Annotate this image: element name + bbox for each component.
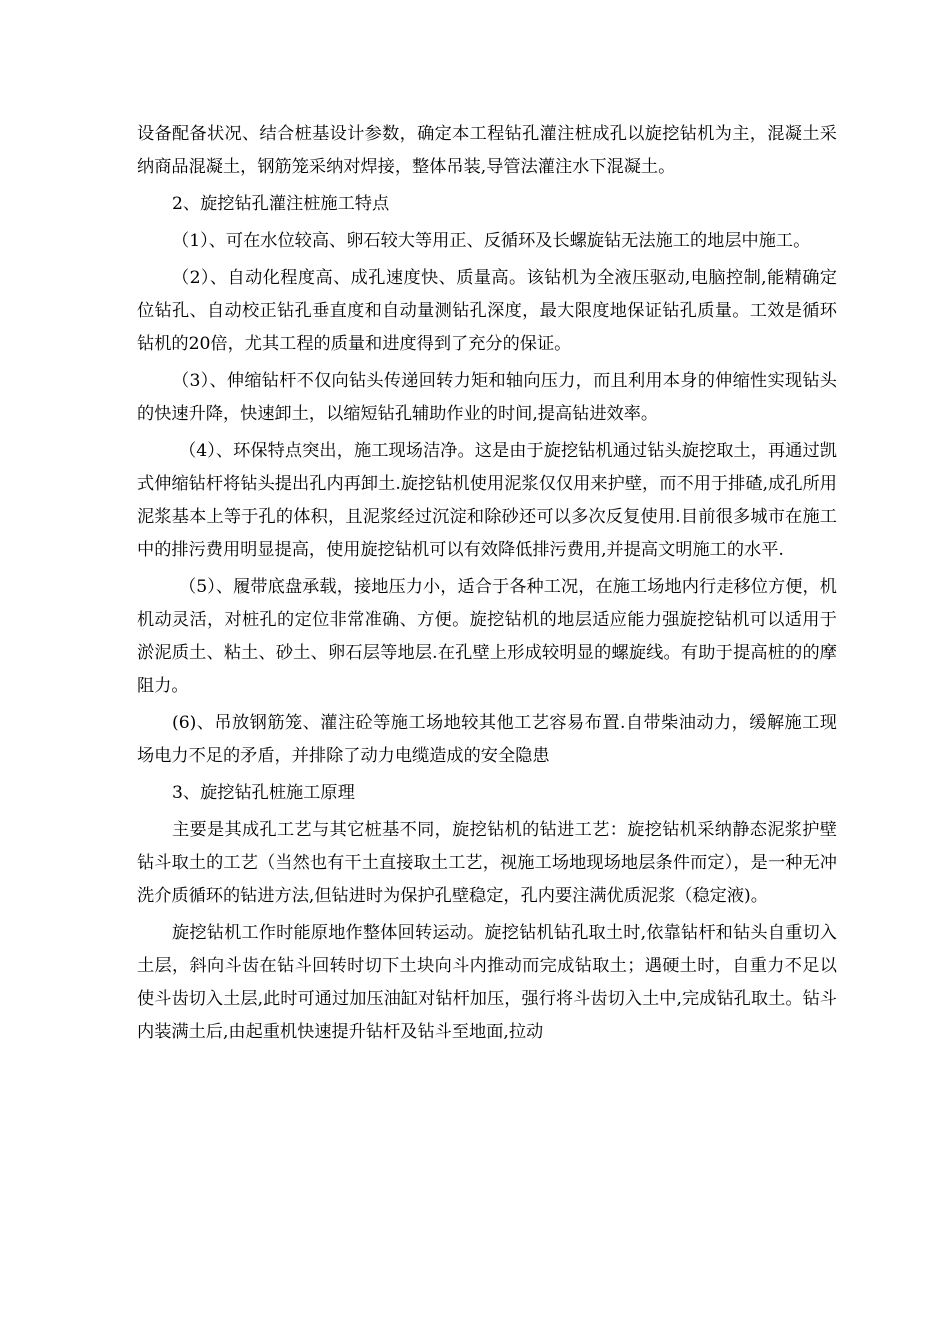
section-heading-principle: 3、旋挖钻孔桩施工原理 <box>172 783 355 803</box>
paragraph-equipment: 设备配备状况、结合桩基设计参数，确定本工程钻孔灌注桩成孔以旋挖钻机为主，混凝土采纳商品混凝土，钢筋笼采纳对焊接，整体吊装,导管法灌注水下混凝土。 <box>137 124 837 177</box>
paragraph-feature-2: （2）、自动化程度高、成孔速度快、质量高。该钻机为全液压驱动,电脑控制,能精确定位钻孔、自动校正钻孔垂直度和自动量测钻孔深度，最大限度地保证钻孔质量。工效是循环钻机的20倍，尤其工程的质量和进度得到了充分的保证。 <box>137 268 837 354</box>
document-page <box>137 118 837 1053</box>
paragraph-principle-1: 主要是其成孔工艺与其它桩基不同，旋挖钻机的钻进工艺：旋挖钻机采纳静态泥浆护壁钻斗取土的工艺（当然也有干土直接取土工艺，视施工场地现场地层条件而定），是一种无冲洗介质循环的钻进方法,但钻进时为保护孔壁稳定，孔内要注满优质泥浆（稳定液)。 <box>137 820 837 906</box>
paragraph-feature-4: （4）、环保特点突出，施工现场洁净。这是由于旋挖钻机通过钻头旋挖取土，再通过凯式伸缩钻杆将钻头提出孔内再卸土.旋挖钻机使用泥浆仅仅用来护壁，而不用于排碴,成孔所用泥浆基本上等于孔的体积，且泥浆经过沉淀和除砂还可以多次反复使用.目前很多城市在施工中的排污费用明显提高，使用旋挖钻机可以有效降低排污费用,并提高文明施工的水平. <box>137 441 837 560</box>
paragraph-feature-5: （5）、履带底盘承载，接地压力小，适合于各种工况，在施工场地内行走移位方便，机机动灵活，对桩孔的定位非常准确、方便。旋挖钻机的地层适应能力强旋挖钻机可以适用于淤泥质土、粘土、砂土、卵石层等地层.在孔壁上形成较明显的螺旋线。有助于提高桩的的摩阻力。 <box>137 577 837 696</box>
section-heading-features: 2、旋挖钻孔灌注桩施工特点 <box>172 194 390 214</box>
paragraph-feature-1: （1）、可在水位较高、卵石较大等用正、反循环及长螺旋钻无法施工的地层中施工。 <box>172 231 811 251</box>
paragraph-feature-3: （3）、伸缩钻杆不仅向钻头传递回转力矩和轴向压力，而且利用本身的伸缩性实现钻头的快速升降，快速卸土，以缩短钻孔辅助作业的时间,提高钻进效率。 <box>137 371 837 424</box>
paragraph-feature-6: (6)、吊放钢筋笼、灌注砼等施工场地较其他工艺容易布置.自带柴油动力，缓解施工现场电力不足的矛盾，并排除了动力电缆造成的安全隐患 <box>137 713 837 766</box>
paragraph-principle-2: 旋挖钻机工作时能原地作整体回转运动。旋挖钻机钻孔取土时,依靠钻杆和钻头自重切入土层，斜向斗齿在钻斗回转时切下土块向斗内推动而完成钻取土；遇硬土时，自重力不足以使斗齿切入土层,此时可通过加压油缸对钻杆加压，强行将斗齿切入土中,完成钻孔取土。钻斗内装满土后,由起重机快速提升钻杆及钻斗至地面,拉动 <box>137 923 837 1042</box>
